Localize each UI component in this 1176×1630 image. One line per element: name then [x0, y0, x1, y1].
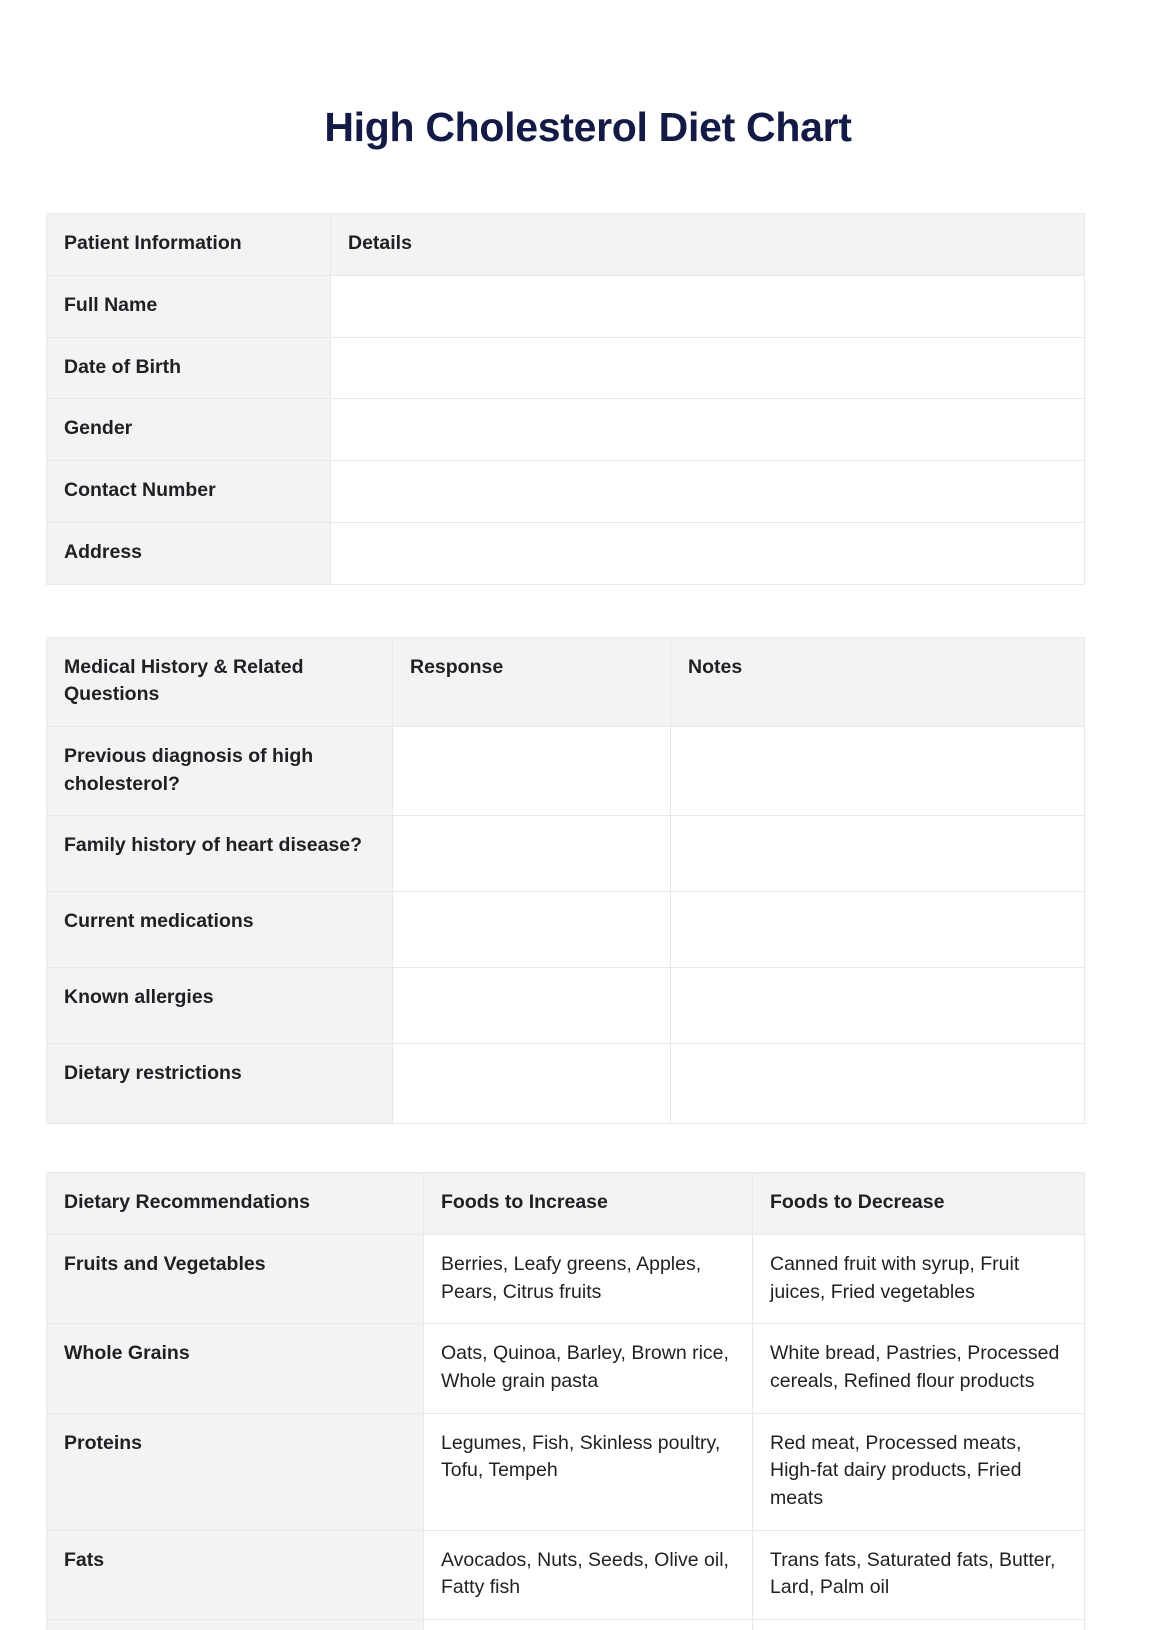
- cell-proteins-increase: Legumes, Fish, Skinless poultry, Tofu, Tempeh: [424, 1413, 753, 1530]
- patient-information-section: [46, 213, 1084, 584]
- cell-clipped-increase: [424, 1620, 753, 1630]
- input-dietary-restrictions-response[interactable]: [393, 1044, 671, 1124]
- table-row: [47, 276, 1085, 338]
- input-family-history-response[interactable]: [393, 816, 671, 892]
- patient-information-table: [46, 213, 1085, 584]
- input-known-allergies-notes[interactable]: [671, 968, 1085, 1044]
- medical-history-table: [46, 637, 1085, 1125]
- input-previous-diagnosis-notes[interactable]: [671, 726, 1085, 815]
- table-row: [47, 1044, 1085, 1124]
- dietary-recommendations-section: [46, 1172, 1084, 1630]
- row-label-contact-number: Contact Number: [47, 461, 331, 523]
- column-header-foods-to-decrease: Foods to Decrease: [753, 1173, 1085, 1235]
- input-contact-number[interactable]: [331, 461, 1085, 523]
- row-label-previous-diagnosis: Previous diagnosis of high cholesterol?: [47, 726, 393, 815]
- input-current-medications-response[interactable]: [393, 892, 671, 968]
- input-known-allergies-response[interactable]: [393, 968, 671, 1044]
- cell-fats-increase: Avocados, Nuts, Seeds, Olive oil, Fatty fish: [424, 1530, 753, 1619]
- table-row-clipped: [47, 1620, 1085, 1630]
- column-header-dietary-recommendations: Dietary Recommendations: [47, 1173, 424, 1235]
- medical-history-section: [46, 637, 1084, 1125]
- row-label-full-name: Full Name: [47, 276, 331, 338]
- input-address[interactable]: [331, 522, 1085, 584]
- row-label-fruits-and-vegetables: Fruits and Vegetables: [47, 1234, 424, 1323]
- table-row: [47, 337, 1085, 399]
- row-label-date-of-birth: Date of Birth: [47, 337, 331, 399]
- table-row: [47, 1413, 1085, 1530]
- table-row: [47, 1324, 1085, 1413]
- table-row: [47, 816, 1085, 892]
- row-label-fats: Fats: [47, 1530, 424, 1619]
- cell-whole-grains-increase: Oats, Quinoa, Barley, Brown rice, Whole grain pasta: [424, 1324, 753, 1413]
- row-label-gender: Gender: [47, 399, 331, 461]
- row-label-proteins: Proteins: [47, 1413, 424, 1530]
- column-header-medical-history-questions: Medical History & Related Questions: [47, 637, 393, 726]
- input-previous-diagnosis-response[interactable]: [393, 726, 671, 815]
- cell-fruits-and-vegetables-increase: Berries, Leafy greens, Apples, Pears, Citrus fruits: [424, 1234, 753, 1323]
- input-date-of-birth[interactable]: [331, 337, 1085, 399]
- row-label-current-medications: Current medications: [47, 892, 393, 968]
- input-family-history-notes[interactable]: [671, 816, 1085, 892]
- input-gender[interactable]: [331, 399, 1085, 461]
- input-current-medications-notes[interactable]: [671, 892, 1085, 968]
- row-label-family-history: Family history of heart disease?: [47, 816, 393, 892]
- input-dietary-restrictions-notes[interactable]: [671, 1044, 1085, 1124]
- dietary-recommendations-table: [46, 1172, 1085, 1630]
- column-header-response: Response: [393, 637, 671, 726]
- column-header-foods-to-increase: Foods to Increase: [424, 1173, 753, 1235]
- row-label-dietary-restrictions: Dietary restrictions: [47, 1044, 393, 1124]
- table-header-row: [47, 214, 1085, 276]
- cell-whole-grains-decrease: White bread, Pastries, Processed cereals, Refined flour products: [753, 1324, 1085, 1413]
- table-row: [47, 726, 1085, 815]
- column-header-notes: Notes: [671, 637, 1085, 726]
- table-row: [47, 892, 1085, 968]
- cell-clipped-decrease: [753, 1620, 1085, 1630]
- input-full-name[interactable]: [331, 276, 1085, 338]
- row-label-clipped: [47, 1620, 424, 1630]
- row-label-whole-grains: Whole Grains: [47, 1324, 424, 1413]
- table-row: [47, 522, 1085, 584]
- table-row: [47, 399, 1085, 461]
- cell-proteins-decrease: Red meat, Processed meats, High-fat dairy products, Fried meats: [753, 1413, 1085, 1530]
- column-header-details: Details: [331, 214, 1085, 276]
- table-row: [47, 1530, 1085, 1619]
- table-row: [47, 1234, 1085, 1323]
- table-header-row: [47, 637, 1085, 726]
- page-title: High Cholesterol Diet Chart: [324, 104, 852, 150]
- cell-fruits-and-vegetables-decrease: Canned fruit with syrup, Fruit juices, Fried vegetables: [753, 1234, 1085, 1323]
- column-header-patient-information: Patient Information: [47, 214, 331, 276]
- table-row: [47, 968, 1085, 1044]
- table-header-row: [47, 1173, 1085, 1235]
- row-label-known-allergies: Known allergies: [47, 968, 393, 1044]
- row-label-address: Address: [47, 522, 331, 584]
- table-row: [47, 461, 1085, 523]
- cell-fats-decrease: Trans fats, Saturated fats, Butter, Lard, Palm oil: [753, 1530, 1085, 1619]
